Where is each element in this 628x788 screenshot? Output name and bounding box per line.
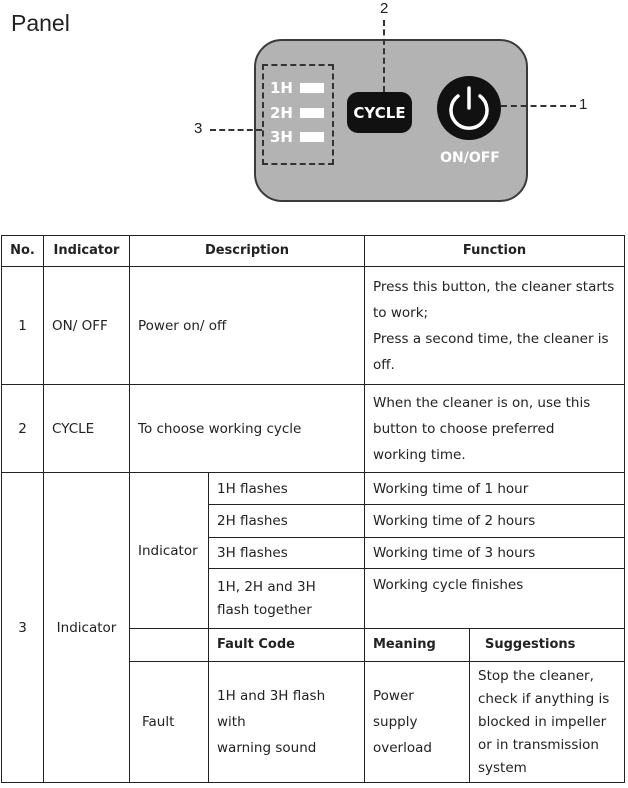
row-indicator: CYCLE (44, 385, 130, 473)
callout-2: 2 (380, 0, 389, 17)
cycle-button-label: CYCLE (353, 103, 406, 122)
header-indicator: Indicator (44, 236, 130, 267)
cycle-button[interactable] (347, 92, 412, 133)
led-2h (270, 104, 324, 122)
callout-1-leader (501, 105, 576, 107)
table-row (2, 267, 625, 385)
indicator-state: 3H flashes (209, 538, 365, 569)
table-row (2, 385, 625, 473)
fault-code (209, 662, 365, 783)
function-line: button to choose preferred (373, 420, 555, 437)
indicator-function: Working time of 2 hours (365, 505, 625, 538)
indicator-group-label: Indicator (130, 473, 209, 629)
table-header-row (2, 236, 625, 267)
suggestion-line: system (478, 759, 527, 776)
row-function (365, 385, 625, 473)
row-indicator: Indicator (44, 473, 130, 783)
header-function: Function (365, 236, 625, 267)
indicator-state: 2H flashes (209, 505, 365, 538)
led-light-icon (300, 83, 324, 93)
state-line: 1H, 2H and 3H (217, 578, 316, 595)
header-no: No. (2, 236, 44, 267)
fault-group-label: Fault (130, 662, 209, 783)
row-function (365, 267, 625, 385)
fault-header-blank (130, 629, 209, 662)
function-line: Press a second time, the cleaner is (373, 330, 609, 347)
suggestion-line: Stop the cleaner, (478, 667, 594, 684)
fault-code-line: 1H and 3H flash with (217, 688, 326, 730)
power-button[interactable] (437, 76, 501, 140)
control-panel-diagram (0, 0, 628, 220)
led-label: 2H (270, 104, 293, 122)
state-line: flash together (217, 601, 312, 618)
indicator-function: Working cycle finishes (365, 569, 625, 629)
fault-code-line: warning sound (217, 740, 317, 756)
header-description: Description (130, 236, 365, 267)
function-line: Press this button, the cleaner starts (373, 278, 615, 295)
power-button-label: ON/OFF (440, 150, 500, 166)
fault-meaning-line: overload (373, 740, 432, 756)
callout-2-leader (383, 20, 385, 92)
table-row (2, 473, 625, 505)
panel-title: Panel (11, 10, 70, 36)
fault-header-code: Fault Code (209, 629, 365, 662)
row-no: 1 (2, 267, 44, 385)
led-3h (270, 128, 324, 146)
row-description: To choose working cycle (130, 385, 365, 473)
suggestion-line: check if anything is (478, 690, 610, 707)
fault-header-suggestions: Suggestions (470, 629, 625, 662)
function-line: When the cleaner is on, use this (373, 394, 591, 411)
row-description: Power on/ off (130, 267, 365, 385)
fault-meaning-line: Power supply (373, 688, 418, 730)
function-line: off. (373, 356, 395, 373)
suggestion-line: blocked in impeller (478, 713, 607, 730)
row-indicator: ON/ OFF (44, 267, 130, 385)
row-no: 2 (2, 385, 44, 473)
led-label: 3H (270, 128, 293, 146)
suggestion-line: or in transmission (478, 736, 599, 753)
function-line: working time. (373, 446, 466, 463)
led-light-icon (300, 132, 324, 142)
indicator-function: Working time of 1 hour (365, 473, 625, 505)
led-1h (270, 79, 324, 97)
fault-header-meaning: Meaning (365, 629, 470, 662)
led-light-icon (300, 108, 324, 118)
function-line: to work; (373, 304, 429, 321)
indicator-state (209, 569, 365, 629)
callout-3-leader (210, 129, 262, 131)
led-label: 1H (270, 79, 293, 97)
indicator-function: Working time of 3 hours (365, 538, 625, 569)
fault-meaning (365, 662, 470, 783)
indicator-state: 1H flashes (209, 473, 365, 505)
callout-3: 3 (194, 120, 203, 137)
callout-1: 1 (579, 96, 588, 113)
power-icon (437, 76, 501, 140)
function-table (1, 235, 625, 783)
row-no: 3 (2, 473, 44, 783)
fault-suggestions (470, 662, 625, 783)
